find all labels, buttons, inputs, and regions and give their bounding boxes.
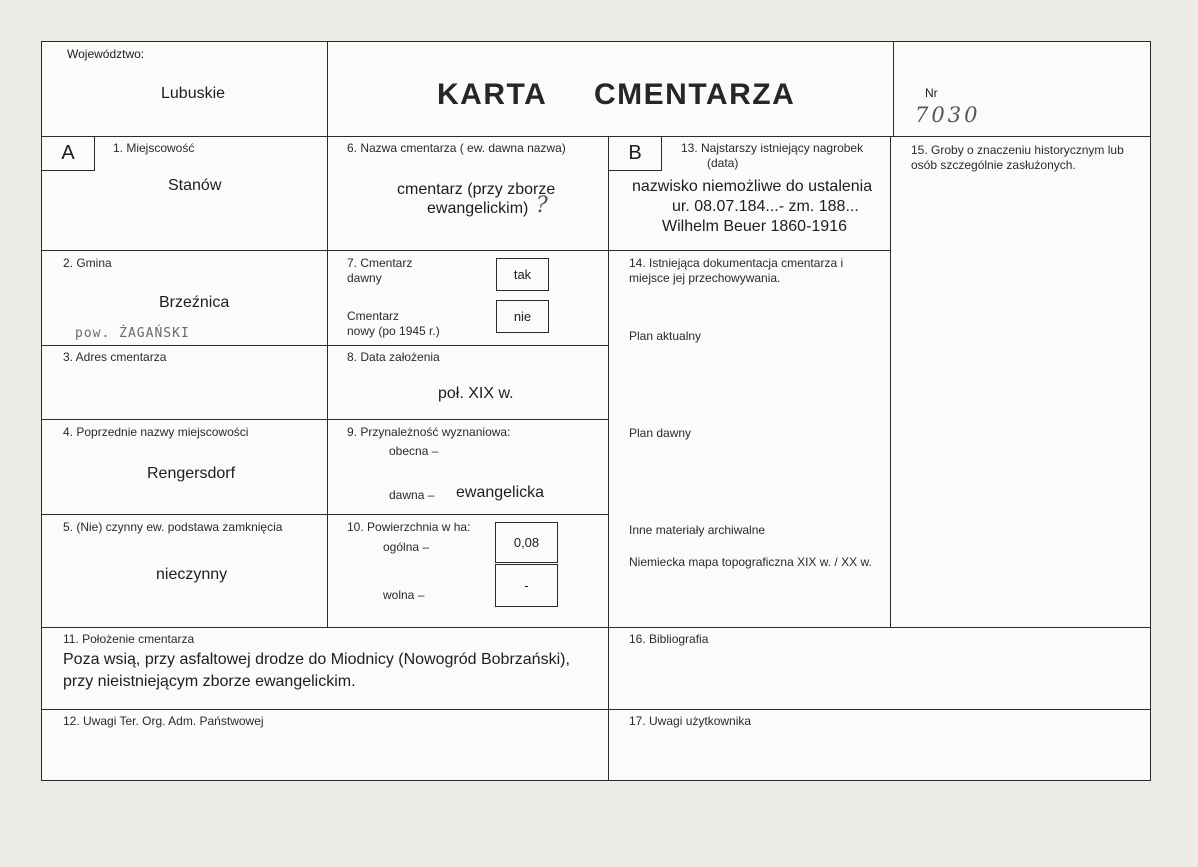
dawna-value: ewangelicka [456,484,545,501]
title-karta: KARTA [437,78,548,111]
powierzchnia-label: 10. Powierzchnia w ha: [347,520,471,534]
groby-sublabel: osób szczególnie zasłużonych. [911,158,1076,172]
cmentarz-nowy-label: Cmentarz [347,309,400,323]
polozenie-line2: przy nieistniejącym zborze ewangelickim. [63,673,356,690]
border-right [1150,41,1151,781]
data-label: 8. Data założenia [347,350,440,364]
section-b-letter: B [608,136,662,171]
nazwa-line1: cmentarz (przy zborze [397,181,556,198]
divider [41,136,1151,137]
dokumentacja-sublabel: miejsce jej przechowywania. [629,271,781,285]
wojewodztwo-value: Lubuskie [161,85,226,102]
dawna-label: dawna – [389,488,435,502]
poprzednie-value: Rengersdorf [147,465,236,482]
obecna-label: obecna – [389,444,439,458]
polozenie-label: 11. Położenie cmentarza [63,632,195,646]
divider [608,250,890,251]
divider [41,514,608,515]
divider [41,345,608,346]
border-top [41,41,1151,42]
divider [41,709,1151,710]
bibliografia-label: 16. Bibliografia [629,632,709,646]
nagrobek-sublabel: (data) [707,156,739,170]
miejscowosc-label: 1. Miejscowość [113,141,195,155]
cmentarz-dawny-label: 7. Cmentarz [347,256,413,270]
cmentarz-nowy-sublabel: nowy (po 1945 r.) [347,324,440,338]
inne-materialy: Inne materiały archiwalne [629,523,766,537]
divider [890,136,891,627]
divider [41,627,1151,628]
mapa: Niemiecka mapa topograficzna XIX w. / XX w. [629,555,872,569]
adres-label: 3. Adres cmentarza [63,350,167,364]
cmentarz-dawny-sublabel: dawny [347,271,382,285]
divider [327,41,328,136]
nazwa-line2: ewangelickim) [427,200,529,217]
divider [893,41,894,136]
data-value: poł. XIX w. [438,385,514,402]
nagrobek-line3: Wilhelm Beuer 1860-1916 [662,218,847,235]
nagrobek-label: 13. Najstarszy istniejący nagrobek [681,141,864,155]
gmina-value: Brzeźnica [159,294,230,311]
divider [41,419,608,420]
groby-label: 15. Groby o znaczeniu historycznym lub [911,143,1124,157]
divider [41,250,608,251]
gmina-label: 2. Gmina [63,256,112,270]
status-label: 5. (Nie) czynny ew. podstawa zamknięcia [63,520,283,534]
nagrobek-line1: nazwisko niemożliwe do ustalenia [632,178,873,195]
uwagi-uzytkownika-label: 17. Uwagi użytkownika [629,714,752,728]
wolna-box: - [495,564,558,607]
divider [608,136,609,781]
polozenie-line1: Poza wsią, przy asfaltowej drodze do Miodnicy (Nowogród Bobrzański), [63,651,570,668]
border-bottom [41,780,1151,781]
miejscowosc-value: Stanów [168,177,222,194]
section-a-letter: A [41,136,95,171]
wyznanie-label: 9. Przynależność wyznaniowa: [347,425,511,439]
cmentarz-nowy-box: nie [496,300,549,333]
wojewodztwo-label: Województwo: [67,47,145,61]
nr-label: Nr [925,86,938,100]
plan-dawny: Plan dawny [629,426,692,440]
cemetery-card [41,41,1151,781]
wolna-label: wolna – [383,588,425,602]
nazwa-label: 6. Nazwa cmentarza ( ew. dawna nazwa) [347,141,566,155]
nazwa-query: ? [536,193,548,218]
divider [327,136,328,627]
plan-aktualny: Plan aktualny [629,329,702,343]
ogolna-label: ogólna – [383,540,430,554]
ogolna-box: 0,08 [495,522,558,563]
uwagi-label: 12. Uwagi Ter. Org. Adm. Państwowej [63,714,264,728]
nagrobek-line2: ur. 08.07.184...- zm. 188... [672,198,859,215]
nr-value: 7030 [915,103,981,127]
poprzednie-label: 4. Poprzednie nazwy miejscowości [63,425,249,439]
dokumentacja-label: 14. Istniejąca dokumentacja cmentarza i [629,256,844,270]
cmentarz-dawny-box: tak [496,258,549,291]
powiat-note: pow. ŻAGAŃSKI [75,326,190,341]
status-value: nieczynny [156,566,228,583]
title-cmentarza: CMENTARZA [594,78,796,111]
